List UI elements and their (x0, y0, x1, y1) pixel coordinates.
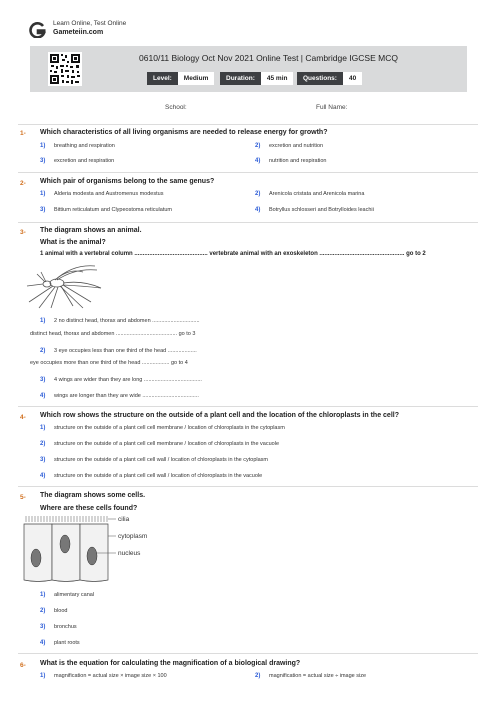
option-label: 3) (40, 457, 46, 463)
question-text: Which characteristics of all living organisms are needed to release energy for growth? (40, 129, 328, 136)
question-number: 1- (20, 130, 26, 137)
option-label: 3) (40, 158, 46, 164)
option-label: 4) (255, 158, 261, 164)
option-label: 1) (40, 673, 46, 679)
option-subtext: distinct head, thorax and abdomen ........................................ go to 3 (30, 331, 196, 337)
school-field[interactable]: School: (165, 104, 187, 111)
option-text[interactable]: Botryllus schlosseri and Botrylloides leachii (269, 207, 374, 213)
option-text[interactable]: structure on the outside of a plant cell cell membrane / location of chloroplasts in the cytoplasm (54, 425, 285, 431)
option-subtext: eye occupies more than one third of the head .................. go to 4 (30, 360, 188, 366)
option-text[interactable]: excretion and nutrition (269, 143, 324, 149)
option-label: 3) (40, 624, 46, 630)
name-field[interactable]: Full Name: (316, 104, 348, 111)
option-label: 3) (40, 377, 46, 383)
duration-badge (220, 72, 293, 85)
question-number: 6- (20, 662, 26, 669)
question-text: The diagram shows some cells. (40, 492, 146, 499)
option-label: 4) (40, 473, 46, 479)
option-label: 2) (40, 441, 46, 447)
option-text[interactable]: blood (54, 608, 68, 614)
option-label: 4) (40, 393, 46, 399)
option-text[interactable]: magnification = actual size × image size × 100 (54, 673, 167, 679)
test-header (30, 46, 467, 92)
questions-badge (297, 72, 362, 85)
question-text: What is the equation for calculating the magnification of a biological drawing? (40, 660, 301, 667)
option-text[interactable]: 2 no distinct head, thorax and abdomen ............................... (54, 318, 200, 324)
key-line: 1 animal with a vertebral column ............................................ vertebrate animal with an exoskeleton ................................................... go to 2 (40, 251, 426, 257)
diagram-label-cilia: cilia (118, 516, 130, 523)
option-label: 1) (40, 425, 46, 431)
brand-tagline: Learn Online, Test Online (53, 20, 127, 27)
option-label: 4) (255, 207, 261, 213)
option-text[interactable]: Bittium reticulatum and Clypeostoma reticulatum (54, 207, 172, 213)
option-label: 2) (255, 143, 261, 149)
option-text[interactable]: magnification = actual size ÷ image size (269, 673, 367, 679)
question-number: 5- (20, 494, 26, 501)
question-number: 4- (20, 414, 26, 421)
option-text[interactable]: structure on the outside of a plant cell cell wall / location of chloroplasts in the cytoplasm (54, 457, 269, 463)
option-text[interactable]: 3 eye occupies less than one third of the head ................... (54, 348, 197, 354)
question-subtext: Where are these cells found? (40, 505, 138, 512)
option-text[interactable]: Arenicola cristata and Arenicola marina (269, 191, 365, 197)
diagram-label-nucleus: nucleus (118, 550, 141, 557)
question-subtext: What is the animal? (40, 239, 106, 246)
divider (18, 653, 478, 654)
test-title: 0610/11 Biology Oct Nov 2021 Online Test | Cambridge IGCSE MCQ (139, 53, 398, 63)
option-label: 1) (40, 143, 46, 149)
option-text[interactable]: structure on the outside of a plant cell cell membrane / location of chloroplasts in the vacuole (54, 441, 280, 447)
divider (18, 172, 478, 173)
question-text: Which row shows the structure on the outside of a plant cell and the location of the chloroplasts in the cell? (40, 412, 399, 419)
option-text[interactable]: plant roots (54, 640, 80, 646)
option-label: 2) (40, 608, 46, 614)
option-label: 2) (255, 191, 261, 197)
option-label: 2) (40, 348, 46, 354)
option-label: 1) (40, 592, 46, 598)
option-text[interactable]: excretion and respiration (54, 158, 115, 164)
option-label: 1) (40, 191, 46, 197)
option-label: 4) (40, 640, 46, 646)
option-label: 2) (255, 673, 261, 679)
duration-label: Duration: (220, 72, 261, 85)
brand-site[interactable]: Gameteiin.com (53, 29, 104, 36)
question-text: The diagram shows an animal. (40, 227, 142, 234)
option-text[interactable]: 4 wings are wider than they are long ...................................... (54, 377, 202, 383)
level-label: Level: (147, 72, 178, 85)
option-label: 3) (40, 207, 46, 213)
diagram-label-cytoplasm: cytoplasm (118, 533, 148, 540)
mosquito-diagram (25, 262, 113, 310)
divider (18, 406, 478, 407)
question-number: 3- (20, 229, 26, 236)
question-text: Which pair of organisms belong to the same genus? (40, 178, 215, 185)
option-text[interactable]: structure on the outside of a plant cell cell wall / location of chloroplasts in the vacuole (54, 473, 263, 479)
divider (18, 222, 478, 223)
option-text[interactable]: nutrition and respiration (269, 158, 327, 164)
divider (18, 124, 478, 125)
duration-value: 45 min (261, 72, 294, 85)
option-text[interactable]: Alderia modesta and Austromenus modestus (54, 191, 164, 197)
option-text[interactable]: alimentary canal (54, 592, 95, 598)
option-text[interactable]: wings are longer than they are wide ..................................... (54, 393, 199, 399)
question-number: 2- (20, 180, 26, 187)
questions-label: Questions: (297, 72, 343, 85)
option-label: 1) (40, 318, 46, 324)
questions-value: 40 (343, 72, 362, 85)
option-text[interactable]: bronchus (54, 624, 77, 630)
level-badge (147, 72, 214, 85)
brand-logo-icon (29, 22, 47, 38)
option-text[interactable]: breathing and respiration (54, 143, 115, 149)
divider (18, 486, 478, 487)
level-value: Medium (178, 72, 215, 85)
